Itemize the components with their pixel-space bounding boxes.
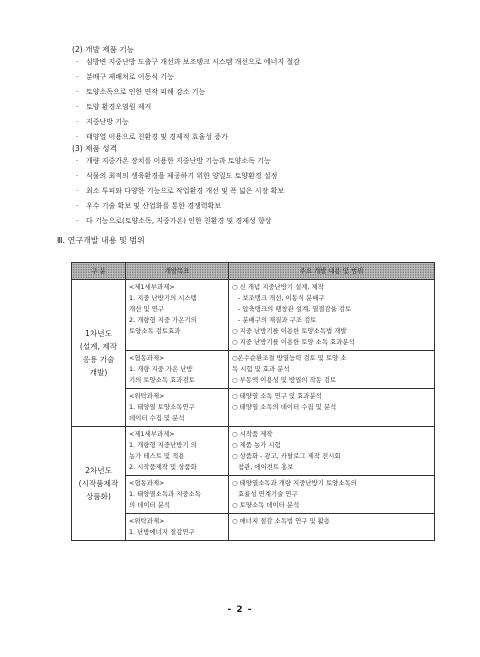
goal-cell: <위탁과제> 1. 난방에너지 절감연구 bbox=[126, 514, 229, 541]
table-row bbox=[72, 280, 435, 351]
list-item: · 토양소독으로 인한 연작 피해 감소 기능 bbox=[76, 88, 206, 96]
content-cell: ○ 시작품 제작 ○ 제품 농가 시험 ○ 상품화 - 광고, 카탈로그 제작 전시회 참관, 에이전트 홍보 bbox=[229, 427, 435, 476]
list-item: · 심방변 지중난방 도출구 개선과 보조탱크 시스템 개선으로 에너지 절감 bbox=[76, 58, 300, 66]
goal-cell: <제1세부과제> 1. 지중 난방기의 시스템 개선 및 연구 2. 개량형 지중 가온기의 토양소독 검토효과 bbox=[126, 280, 229, 351]
content-cell: ○ 태양열 소독 연구 및 효과분석 ○ 태양열 소독의 데이터 수집 및 분석 bbox=[229, 389, 435, 427]
table-row bbox=[72, 389, 435, 427]
header-goal: 개발목표 bbox=[126, 263, 229, 280]
list-item: · 지중난방 기능 bbox=[76, 118, 129, 126]
list-item: · 다 기능으로(토양소독, 지중가온) 인한 친환경 및 경제성 향상 bbox=[76, 217, 272, 225]
content-cell: ○ 태양열소독과 개량 지중난방기 토양소독의 효율성 연계기술 연구 ○ 토양소독 데이터 분석 bbox=[229, 476, 435, 514]
list-item: · 개량 지중가온 장치를 이용한 지중난방 기능과 토양소독 기능 bbox=[76, 157, 271, 165]
table-row bbox=[72, 514, 435, 541]
list-item: · 분배구 제배처로 이동식 기능 bbox=[76, 73, 174, 81]
goal-cell: <위탁과제> 1. 태양열 토양소독연구 데이터 수집 및 분석 bbox=[126, 389, 229, 427]
goal-cell: <제1세부과제> 1. 개량형 지중난방기 의 농가 테스트 및 적용 2. 시작품제작 및 상품화 bbox=[126, 427, 229, 476]
header-content: 주요 개발 내용 및 범위 bbox=[229, 263, 435, 280]
table-row bbox=[72, 351, 435, 389]
list-item: · 식물의 최적의 생육환경을 제공하기 위한 양밀도 토양환경 설정 bbox=[76, 172, 278, 180]
year1-label: 1차년도 (설계, 제작 응용 기술 개발) bbox=[72, 280, 126, 427]
product-character-list bbox=[76, 154, 285, 229]
list-item: · 우수 기술 확보 및 산업화를 통한 경쟁력확보 bbox=[76, 202, 222, 210]
list-item: · 토양 환경오염원 제거 bbox=[76, 103, 152, 111]
section-heading-research: Ⅲ. 연구개발 내용 및 범위 bbox=[57, 236, 145, 245]
table-row bbox=[72, 476, 435, 514]
list-item: · 태양열 이용으로 친환경 및 경제적 효율성 증가 bbox=[76, 133, 228, 141]
table-row bbox=[72, 427, 435, 476]
page-number: - 2 - bbox=[227, 605, 253, 615]
table-header-row bbox=[72, 263, 435, 280]
research-plan-table bbox=[71, 262, 435, 541]
goal-cell: <협동과제> 1. 태양열소독과 지중소독 의 데이터 분석 bbox=[126, 476, 229, 514]
content-cell: ○ 에너지 절감 소독법 연구 및 활용 bbox=[229, 514, 435, 541]
dev-function-list bbox=[76, 55, 300, 145]
year2-label: 2차년도 (시작품제작 상품화) bbox=[72, 427, 126, 541]
goal-cell: <협동과제> 1. 개량 지중 가온 난방 기의 토양소독 효과검토 bbox=[126, 351, 229, 389]
content-cell: ○ 신 개념 지중난방기 설계, 제작 - 보조탱크 개선, 이동식 분배구 - 압축탱크의 팽창관 설계, 열절감율 검토 - 분배구의 재질과 구조 검토 ○ 지중 난방기를 이용한 토양소독법 개발 ○ 지중 난방기를 이용한 토양 소독 효과분석 bbox=[229, 280, 435, 351]
header-category: 구 분 bbox=[72, 263, 126, 280]
list-item: · 최소 투피와 다양한 기능으로 작업환경 개선 및 폭 넓은 시장 확보 bbox=[76, 187, 285, 195]
content-cell: ○온수순환조절 방열능력 검토 및 토양 소 독 시험 및 효과 분석 ○ 부동액 이용성 및 방열의 작동 검토 bbox=[229, 351, 435, 389]
section-heading-product-character: (3) 제품 성격 bbox=[72, 144, 117, 153]
section-heading-dev-function: (2) 개발 제품 기능 bbox=[72, 45, 135, 54]
